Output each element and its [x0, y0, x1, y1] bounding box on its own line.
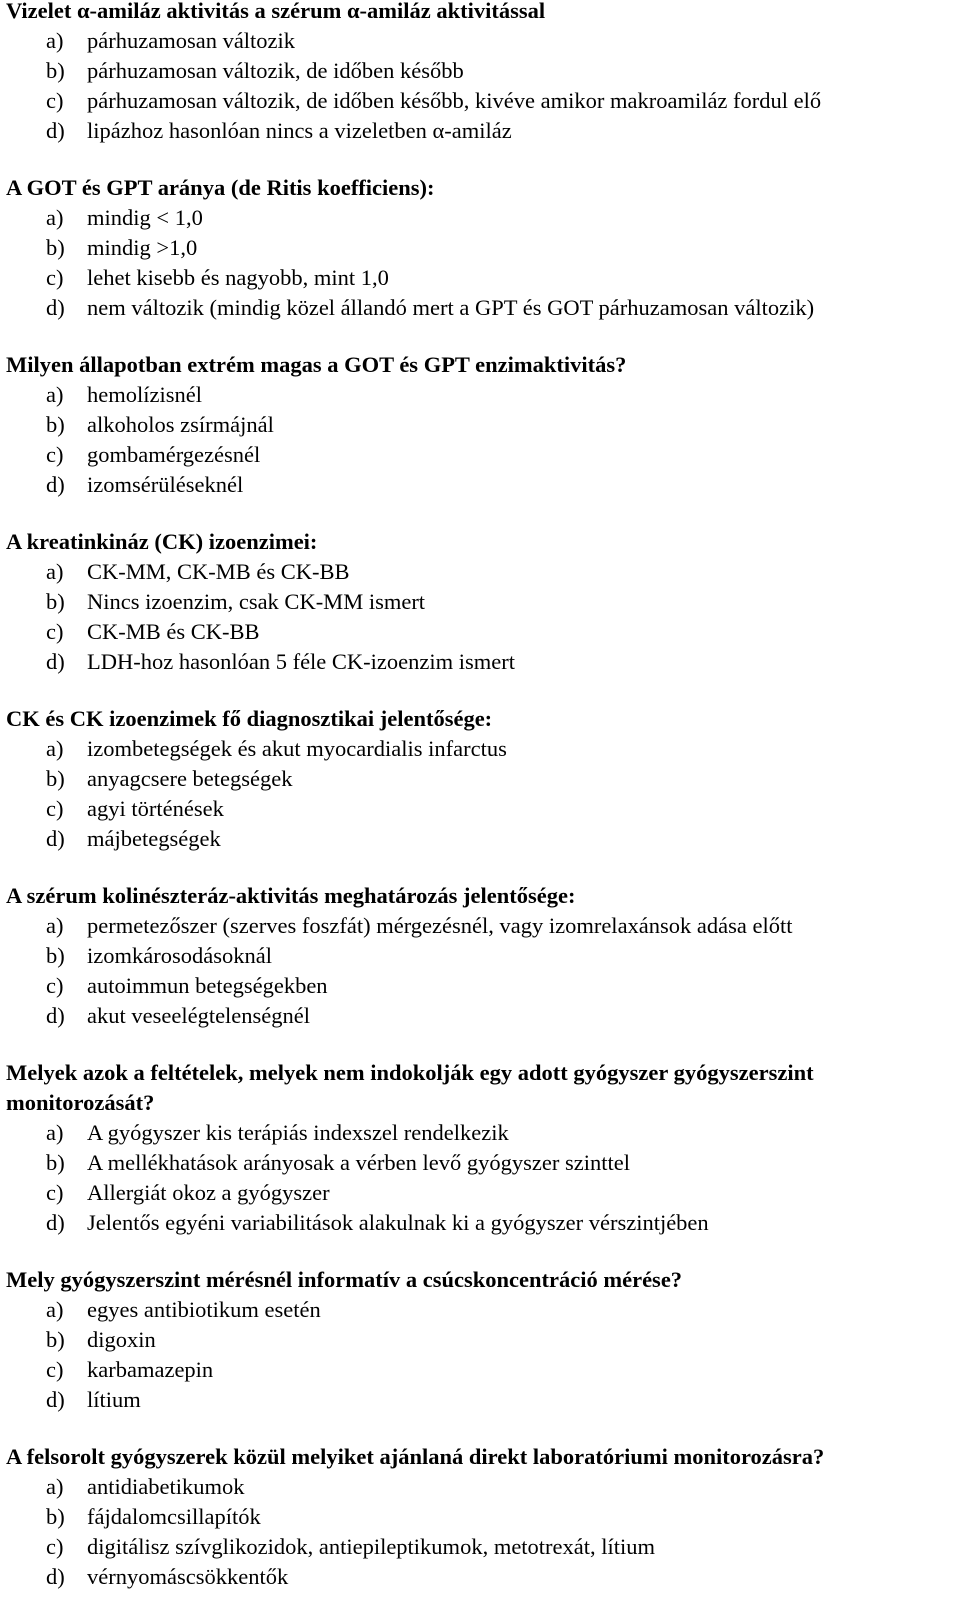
answer-letter: b): [46, 1504, 65, 1529]
answer-letter: d): [46, 472, 65, 497]
answer-text: hemolízisnél: [87, 382, 202, 407]
answer-letter: a): [46, 559, 64, 584]
answer-list: [6, 380, 956, 500]
answer-text: permetezőszer (szerves foszfát) mérgezésnél, vagy izomrelaxánsok adása előtt: [87, 913, 793, 938]
answer-letter: a): [46, 28, 64, 53]
question-block: [6, 1265, 956, 1415]
answer-option: [6, 1532, 956, 1562]
answer-option: [6, 56, 956, 86]
answer-option: [6, 1295, 956, 1325]
answer-list: [6, 203, 956, 323]
question-block: [6, 1442, 956, 1592]
answer-letter: d): [46, 1210, 65, 1235]
answer-list: [6, 557, 956, 677]
question-block: [6, 1058, 956, 1238]
answer-text: digoxin: [87, 1327, 156, 1352]
question-text: A szérum kolinészteráz-aktivitás meghatározás jelentősége:: [6, 883, 576, 908]
answer-letter: b): [46, 943, 65, 968]
answer-option: [6, 293, 956, 323]
answer-letter: b): [46, 235, 65, 260]
answer-text: antidiabetikumok: [87, 1474, 245, 1499]
answer-option: [6, 1148, 956, 1178]
answer-letter: c): [46, 1357, 64, 1382]
answer-text: alkoholos zsírmájnál: [87, 412, 274, 437]
answer-option: [6, 1178, 956, 1208]
answer-letter: d): [46, 1003, 65, 1028]
answer-text: agyi történések: [87, 796, 224, 821]
question-block: [6, 881, 956, 1031]
answer-text: lipázhoz hasonlóan nincs a vizeletben α-amiláz: [87, 118, 512, 143]
answer-letter: a): [46, 736, 64, 761]
answer-text: lítium: [87, 1387, 141, 1412]
answer-text: gombamérgezésnél: [87, 442, 261, 467]
answer-letter: b): [46, 589, 65, 614]
answer-text: izomkárosodásoknál: [87, 943, 272, 968]
question-text: Vizelet α-amiláz aktivitás a szérum α-amiláz aktivitással: [6, 0, 546, 23]
answer-letter: c): [46, 796, 64, 821]
answer-text: egyes antibiotikum esetén: [87, 1297, 321, 1322]
answer-option: [6, 1472, 956, 1502]
answer-option: [6, 1355, 956, 1385]
answer-letter: c): [46, 1534, 64, 1559]
answer-option: [6, 587, 956, 617]
answer-option: [6, 26, 956, 56]
question-block: [6, 0, 956, 146]
answer-option: [6, 116, 956, 146]
answer-option: [6, 911, 956, 941]
answer-letter: a): [46, 382, 64, 407]
answer-option: [6, 470, 956, 500]
answer-text: vérnyomáscsökkentők: [87, 1564, 289, 1589]
answer-list: [6, 1118, 956, 1238]
answer-text: akut veseelégtelenségnél: [87, 1003, 311, 1028]
question-block: [6, 350, 956, 500]
answer-text: Jelentős egyéni variabilitások alakulnak ki a gyógyszer vérszintjében: [87, 1210, 709, 1235]
answer-option: [6, 557, 956, 587]
question-text: CK és CK izoenzimek fő diagnosztikai jelentősége:: [6, 706, 493, 731]
answer-text: fájdalomcsillapítók: [87, 1504, 261, 1529]
question-text: Mely gyógyszerszint mérésnél informatív a csúcskoncentráció mérése?: [6, 1267, 683, 1292]
answer-letter: b): [46, 1150, 65, 1175]
answer-text: autoimmun betegségekben: [87, 973, 328, 998]
document-page: [6, 0, 956, 1619]
answer-letter: b): [46, 412, 65, 437]
answer-list: [6, 1295, 956, 1415]
answer-letter: c): [46, 442, 64, 467]
answer-text: CK-MB és CK-BB: [87, 619, 260, 644]
answer-text: párhuzamosan változik: [87, 28, 296, 53]
answer-option: [6, 794, 956, 824]
answer-option: [6, 1208, 956, 1238]
answer-text: Nincs izoenzim, csak CK-MM ismert: [87, 589, 426, 614]
answer-text: karbamazepin: [87, 1357, 214, 1382]
answer-letter: d): [46, 295, 65, 320]
answer-letter: d): [46, 1387, 65, 1412]
answer-option: [6, 647, 956, 677]
answer-text: párhuzamosan változik, de időben később: [87, 58, 464, 83]
answer-option: [6, 203, 956, 233]
answer-option: [6, 1118, 956, 1148]
answer-letter: a): [46, 1297, 64, 1322]
question-block: [6, 527, 956, 677]
question-text: Milyen állapotban extrém magas a GOT és GPT enzimaktivitás?: [6, 352, 627, 377]
answer-letter: c): [46, 973, 64, 998]
question-block: [6, 704, 956, 854]
answer-letter: d): [46, 826, 65, 851]
answer-list: [6, 911, 956, 1031]
answer-letter: a): [46, 1474, 64, 1499]
answer-text: mindig >1,0: [87, 235, 198, 260]
answer-letter: d): [46, 118, 65, 143]
answer-option: [6, 1562, 956, 1592]
answer-list: [6, 1472, 956, 1592]
answer-option: [6, 233, 956, 263]
answer-option: [6, 1502, 956, 1532]
answer-letter: c): [46, 619, 64, 644]
answer-letter: d): [46, 649, 65, 674]
answer-option: [6, 824, 956, 854]
answer-option: [6, 734, 956, 764]
question-text: A felsorolt gyógyszerek közül melyiket ajánlaná direkt laboratóriumi monitorozásra?: [6, 1444, 825, 1469]
question-block: [6, 173, 956, 323]
answer-option: [6, 971, 956, 1001]
answer-text: Allergiát okoz a gyógyszer: [87, 1180, 330, 1205]
answer-text: CK-MM, CK-MB és CK-BB: [87, 559, 350, 584]
answer-letter: b): [46, 766, 65, 791]
answer-option: [6, 764, 956, 794]
answer-option: [6, 617, 956, 647]
answer-letter: a): [46, 205, 64, 230]
answer-letter: a): [46, 913, 64, 938]
answer-letter: b): [46, 1327, 65, 1352]
answer-option: [6, 1385, 956, 1415]
answer-letter: c): [46, 88, 64, 113]
answer-text: A gyógyszer kis terápiás indexszel rendelkezik: [87, 1120, 509, 1145]
answer-text: mindig < 1,0: [87, 205, 203, 230]
answer-letter: d): [46, 1564, 65, 1589]
answer-text: digitálisz szívglikozidok, antiepileptikumok, metotrexát, lítium: [87, 1534, 656, 1559]
answer-text: izomsérüléseknél: [87, 472, 244, 497]
answer-option: [6, 1001, 956, 1031]
answer-list: [6, 734, 956, 854]
answer-option: [6, 440, 956, 470]
answer-option: [6, 86, 956, 116]
answer-text: LDH-hoz hasonlóan 5 féle CK-izoenzim ismert: [87, 649, 515, 674]
question-text: A kreatinkináz (CK) izoenzimei:: [6, 529, 318, 554]
question-text: Melyek azok a feltételek, melyek nem indokolják egy adott gyógyszer gyógyszerszint monitorozását?: [6, 1060, 814, 1115]
answer-text: párhuzamosan változik, de időben később, kivéve amikor makroamiláz fordul elő: [87, 88, 822, 113]
answer-text: izombetegségek és akut myocardialis infarctus: [87, 736, 507, 761]
question-text: A GOT és GPT aránya (de Ritis koefficiens):: [6, 175, 435, 200]
answer-option: [6, 1325, 956, 1355]
answer-letter: b): [46, 58, 65, 83]
answer-option: [6, 263, 956, 293]
answer-letter: c): [46, 1180, 64, 1205]
answer-text: májbetegségek: [87, 826, 221, 851]
answer-list: [6, 26, 956, 146]
answer-letter: c): [46, 265, 64, 290]
answer-letter: a): [46, 1120, 64, 1145]
answer-option: [6, 941, 956, 971]
answer-option: [6, 380, 956, 410]
answer-text: anyagcsere betegségek: [87, 766, 293, 791]
answer-text: lehet kisebb és nagyobb, mint 1,0: [87, 265, 389, 290]
answer-text: nem változik (mindig közel állandó mert a GPT és GOT párhuzamosan változik): [87, 295, 815, 320]
answer-text: A mellékhatások arányosak a vérben levő gyógyszer szinttel: [87, 1150, 630, 1175]
answer-option: [6, 410, 956, 440]
